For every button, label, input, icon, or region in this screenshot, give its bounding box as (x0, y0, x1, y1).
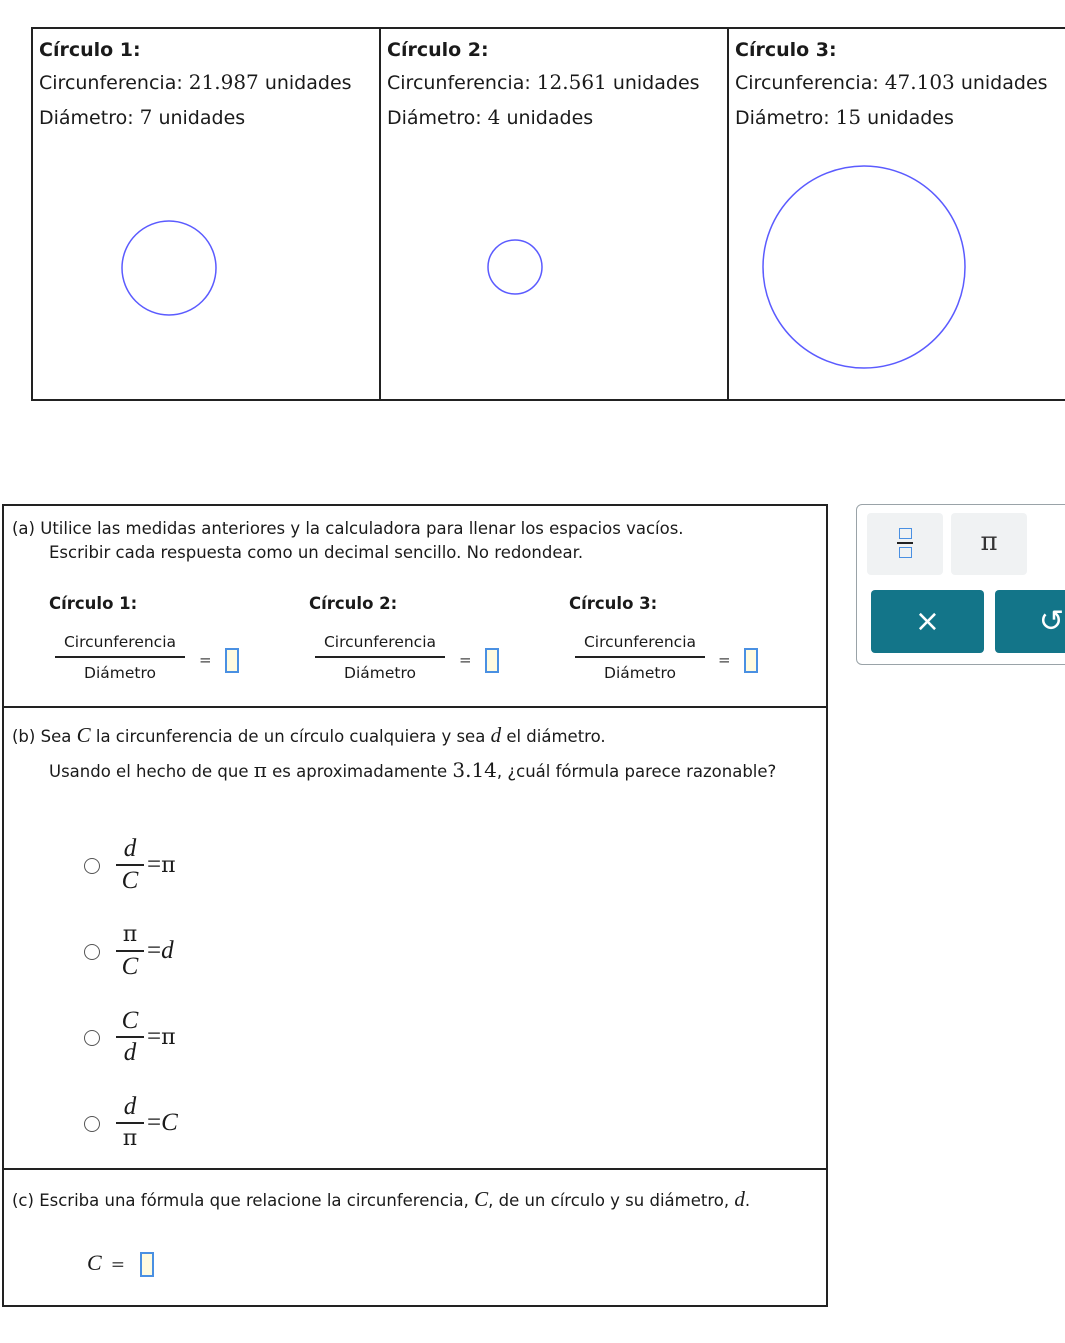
circle-3-circumference: Circunferencia: 47.103 unidades (735, 70, 1048, 94)
circles-table (31, 27, 1065, 401)
ratio-fraction-3 (575, 633, 705, 682)
circle-1-drawing (33, 29, 381, 401)
fraction-numerator: Circunferencia (323, 633, 437, 651)
close-icon: × (914, 604, 941, 639)
fraction-denominator: Diámetro (604, 663, 676, 682)
option-d-over-c-equals-pi[interactable] (84, 834, 284, 894)
option-rhs: =π (147, 851, 176, 878)
option-fraction: d π (116, 1092, 144, 1154)
pi-icon: π (980, 527, 998, 557)
radio-button[interactable] (84, 1030, 100, 1046)
math-tool-panel (856, 504, 1065, 665)
option-rhs: =C (147, 1109, 178, 1136)
equals-sign: = (718, 651, 731, 669)
option-d-over-pi-equals-c[interactable] (84, 1092, 284, 1152)
circle-2-cell (381, 29, 729, 399)
circle-3-diameter: Diámetro: 15 unidades (735, 105, 954, 129)
radio-button[interactable] (84, 858, 100, 874)
part-b-instruction-2: Usando el hecho de que π es aproximadamente 3.14, ¿cuál fórmula parece razonable? (49, 758, 777, 782)
circle-2-title: Círculo 2: (387, 39, 489, 61)
equals-sign: = (199, 651, 212, 669)
fraction-icon (897, 528, 913, 558)
part-a-circle-1-title: Círculo 1: (49, 594, 138, 613)
circle-2-drawing (381, 29, 729, 401)
pi-button[interactable] (951, 513, 1027, 575)
circle-3-title: Círculo 3: (735, 39, 837, 61)
fraction-denominator: Diámetro (344, 663, 416, 682)
clear-button[interactable] (871, 590, 984, 653)
equals-sign: = (459, 651, 472, 669)
option-rhs: =d (147, 937, 174, 964)
radio-button[interactable] (84, 1116, 100, 1132)
circle-1-circumference: Circunferencia: 21.987 unidades (39, 70, 352, 94)
answer-input-circle-1[interactable] (225, 648, 239, 673)
option-c-over-d-equals-pi[interactable] (84, 1006, 284, 1066)
equals-sign: = (110, 1255, 126, 1275)
part-b-instruction-1: (b) Sea C la circunferencia de un círculo cualquiera y sea d el diámetro. (12, 723, 606, 747)
answer-input-circle-3[interactable] (744, 648, 758, 673)
option-fraction: d C (116, 834, 144, 896)
circle-2-circumference: Circunferencia: 12.561 unidades (387, 70, 700, 94)
part-a-circle-3-title: Círculo 3: (569, 594, 658, 613)
part-a-instruction-2: Escribir cada respuesta como un decimal sencillo. No redondear. (49, 543, 584, 562)
question-box (2, 504, 828, 1307)
fraction-numerator: Circunferencia (583, 633, 697, 651)
circle-1-cell (33, 29, 381, 399)
fraction-denominator: Diámetro (84, 663, 156, 682)
circle-1-shape (122, 221, 216, 315)
part-a-instruction-1: (a) Utilice las medidas anteriores y la calculadora para llenar los espacios vacíos. (12, 519, 684, 538)
part-a-circle-2-title: Círculo 2: (309, 594, 398, 613)
radio-button[interactable] (84, 944, 100, 960)
undo-button[interactable] (995, 590, 1065, 653)
fraction-button[interactable] (867, 513, 943, 575)
option-fraction: C d (116, 1006, 144, 1068)
circle-3-cell (729, 29, 1065, 399)
answer-input-circle-2[interactable] (485, 648, 499, 673)
circle-1-diameter: Diámetro: 7 unidades (39, 105, 246, 129)
part-b (4, 708, 826, 1170)
option-fraction: π C (116, 920, 144, 982)
ratio-fraction-2 (315, 633, 445, 682)
circle-2-shape (488, 240, 542, 294)
circle-1-title: Círculo 1: (39, 39, 141, 61)
part-a (4, 506, 826, 708)
formula-lhs: C (87, 1250, 102, 1275)
ratio-fraction-1 (55, 633, 185, 682)
circle-3-shape (763, 166, 965, 368)
formula-answer-input[interactable] (140, 1252, 154, 1277)
part-c (4, 1170, 826, 1307)
part-c-instruction: (c) Escriba una fórmula que relacione la circunferencia, C, de un círculo y su diámetro, d. (12, 1187, 751, 1211)
formula-line (87, 1250, 125, 1276)
option-pi-over-c-equals-d[interactable] (84, 920, 284, 980)
circle-3-drawing (729, 29, 1065, 401)
option-rhs: =π (147, 1023, 176, 1050)
undo-icon: ↺ (1038, 604, 1065, 639)
circle-2-diameter: Diámetro: 4 unidades (387, 105, 594, 129)
fraction-numerator: Circunferencia (63, 633, 177, 651)
